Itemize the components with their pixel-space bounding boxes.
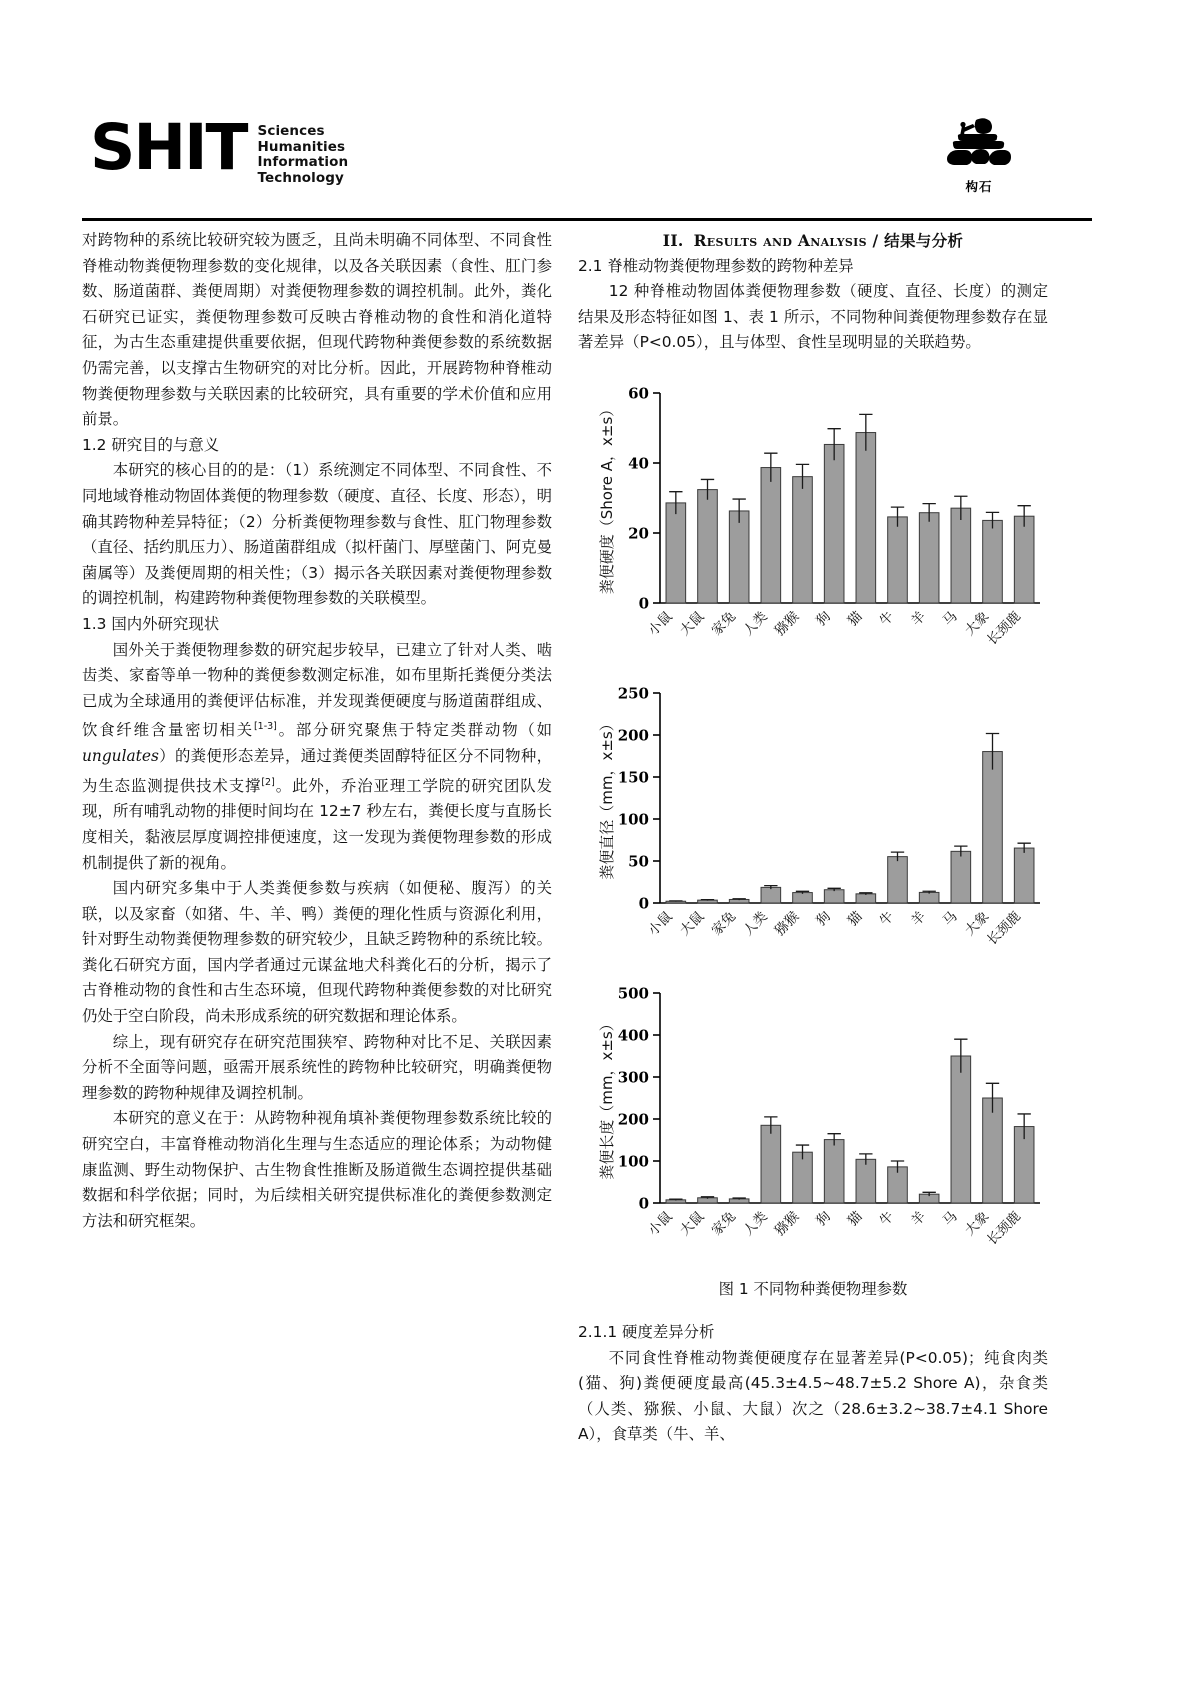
x-tick-label: 人类 [740, 608, 771, 639]
bar [1014, 516, 1034, 603]
figure-1 [578, 375, 1048, 1303]
paragraph-1-3-a-mid: 。部分研究聚焦于特定类群动物（如 [276, 721, 552, 740]
bar [951, 851, 971, 903]
heading-2-1: 2.1 脊椎动物粪便物理参数的跨物种差异 [578, 256, 854, 275]
bar [919, 513, 939, 603]
bar [793, 893, 813, 903]
bar [983, 520, 1003, 603]
x-tick-label: 大鼠 [676, 908, 708, 939]
stone-stack-icon [942, 114, 1016, 176]
x-tick-label: 猫 [844, 1208, 866, 1230]
figure-caption: 图 1 不同物种粪便物理参数 [718, 1280, 908, 1298]
y-tick-label: 300 [617, 1068, 649, 1087]
section-numeral: II. [662, 231, 684, 250]
chart-diameter-svg [578, 675, 1048, 975]
y-axis-label: 粪便硬度（Shore A，x±s） [598, 401, 616, 595]
paragraph-1-3-d: 本研究的意义在于：从跨物种视角填补粪便物理参数系统比较的研究空白，丰富脊椎动物消化生理与生态适应的理论体系；为动物健康监测、野生动物保护、古生物食性推断及肠道微生态调控提供基础数据和科学依据；同时，为后续相关研究提供标准化的粪便参数测定方法和研究框架。 [82, 1109, 552, 1230]
y-tick-label: 400 [617, 1026, 649, 1045]
x-tick-label: 家兔 [708, 608, 740, 639]
paragraph-1-2: 本研究的核心目的的是：（1）系统测定不同体型、不同食性、不同地域脊椎动物固体粪便的物理参数（硬度、直径、长度、形态），明确其跨物种差异特征；（2）分析粪便物理参数与食性、肛门物理参数（直径、括约肌压力）、肠道菌群组成（拟杆菌门、厚壁菌门、阿克曼菌属等）及粪便周期的相关性；（3）揭示各关联因素对粪便物理参数的调控机制，构建跨物种粪便物理参数的关联模型。 [82, 461, 552, 608]
error-bar [669, 901, 682, 902]
y-tick-label: 200 [617, 726, 649, 745]
bar [761, 468, 781, 603]
bar [888, 857, 908, 903]
masthead [82, 112, 1092, 204]
bar [983, 752, 1003, 903]
heading-1-2: 1.2 研究目的与意义 [82, 435, 220, 454]
y-axis-label: 粪便直径（mm，x±s） [598, 716, 616, 880]
chart-hardness [578, 375, 1048, 675]
y-tick-label: 0 [638, 1194, 649, 1213]
paragraph-1-3-a-pre: 国外关于粪便物理参数的研究起步较早，已建立了针对人类、啮齿类、家畜等单一物种的粪便参数测定标准，如布里斯托粪便分类法已成为全球通用的粪便评估标准，并发现粪便硬度与肠道菌群组成、饮食纤维含量密切相关 [82, 640, 552, 740]
publisher-logo [934, 114, 1024, 195]
bar [919, 892, 939, 903]
x-tick-label: 马 [939, 908, 961, 930]
y-tick-label: 0 [638, 594, 649, 613]
right-text-column [578, 228, 1048, 356]
paragraph-intro: 对跨物种的系统比较研究较为匮乏，且尚未明确不同体型、不同食性脊椎动物粪便物理参数的变化规律，以及各关联因素（食性、肛门参数、肠道菌群、粪便周期）对粪便物理参数的调控机制。此外，粪化石研究已证实，粪便物理参数可反映古脊椎动物的食性和消化道特征，为古生态重建提供重要依据，但现代跨物种粪便参数的系统数据仍需完善，以支撑古生物研究的对比分析。因此，开展跨物种脊椎动物粪便物理参数与关联因素的比较研究，具有重要的学术价值和应用前景。 [82, 231, 552, 429]
journal-logo [90, 112, 348, 186]
x-tick-label: 狗 [813, 1208, 835, 1230]
x-tick-label: 马 [939, 608, 961, 630]
y-tick-label: 250 [617, 684, 649, 703]
x-tick-label: 狗 [813, 908, 835, 930]
bar [698, 490, 718, 603]
x-tick-label: 长颈鹿 [984, 908, 1025, 949]
bar [666, 503, 686, 603]
x-tick-label: 家兔 [708, 1208, 740, 1239]
bar [856, 1159, 876, 1203]
bar [793, 1152, 813, 1203]
bar [951, 1056, 971, 1203]
x-tick-label: 猕猴 [771, 608, 803, 639]
x-tick-label: 人类 [740, 1208, 771, 1239]
citation-ref-2: [2] [261, 776, 275, 788]
x-tick-label: 狗 [813, 608, 835, 630]
publisher-logo-label: 构石 [965, 179, 993, 194]
bar [824, 444, 844, 603]
citation-ref-1: [1-3] [253, 721, 277, 733]
chart-length [578, 975, 1048, 1275]
bar [951, 508, 971, 603]
y-axis-label: 粪便长度（mm，x±s） [598, 1016, 616, 1180]
logo-sub-line-1: Humanities [257, 138, 346, 155]
x-tick-label: 猫 [844, 608, 866, 630]
y-tick-label: 100 [617, 1152, 649, 1171]
bar [856, 433, 876, 603]
x-tick-label: 猕猴 [771, 1208, 803, 1239]
x-tick-label: 小鼠 [645, 1208, 676, 1239]
paragraph-1-3-b: 国内研究多集中于人类粪便参数与疾病（如便秘、腹泻）的关联，以及家畜（如猪、牛、羊、鸭）粪便的理化性质与资源化利用，针对野生动物粪便物理参数的研究较少，且缺乏跨物种的系统比较。粪化石研究方面，国内学者通过元谋盆地犬科粪化石的分析，揭示了古脊椎动物的食性和古生态环境，但现代跨物种粪便参数的对比研究仍处于空白阶段，尚未形成系统的研究数据和理论体系。 [82, 879, 552, 1026]
y-tick-label: 20 [628, 524, 649, 543]
y-tick-label: 150 [617, 768, 649, 787]
section-heading-results [578, 228, 1048, 254]
x-tick-label: 人类 [740, 908, 771, 939]
paragraph-1-3-a-mid2: ）的粪便形态差异，通过粪便类固醇特征区分不同物种，为生态监测提供技术支撑 [82, 747, 552, 795]
bar [1014, 848, 1034, 903]
y-tick-label: 200 [617, 1110, 649, 1129]
bar [983, 1098, 1003, 1203]
y-tick-label: 60 [628, 384, 649, 403]
bar [729, 511, 749, 603]
x-tick-label: 家兔 [708, 908, 740, 939]
logo-sub-line-0: Sciences [257, 123, 325, 139]
paragraph-1-3-c: 综上，现有研究存在研究范围狭窄、跨物种对比不足、关联因素分析不全面等问题，亟需开展系统性的跨物种比较研究，明确粪便物理参数的跨物种规律及调控机制。 [82, 1032, 552, 1102]
x-tick-label: 大象 [961, 908, 993, 939]
bar [824, 890, 844, 903]
right-text-column-tail [578, 1320, 1048, 1448]
x-tick-label: 猕猴 [771, 908, 803, 939]
chart-hardness-svg [578, 375, 1048, 675]
bar [888, 517, 908, 603]
x-tick-label: 大鼠 [676, 608, 708, 639]
x-tick-label: 羊 [908, 908, 930, 930]
x-tick-label: 牛 [876, 1208, 898, 1230]
left-text-column [82, 228, 552, 1234]
bar [761, 1125, 781, 1203]
logo-subtitle [258, 124, 349, 186]
y-tick-label: 100 [617, 810, 649, 829]
heading-1-3: 1.3 国内外研究现状 [82, 614, 220, 633]
x-tick-label: 羊 [908, 608, 930, 630]
bar [856, 894, 876, 903]
chart-diameter [578, 675, 1048, 975]
y-tick-label: 0 [638, 894, 649, 913]
paragraph-2-1-1: 不同食性脊椎动物粪便硬度存在显著差异(P<0.05)；纯食肉类(猫、狗)粪便硬度最高(45.3±4.5~48.7±5.2 Shore A)，杂食类（人类、猕猴、小鼠、大鼠）次之（28.6±3.2~38.7±4.1 Shore A），食草类（牛、羊、 [578, 1348, 1048, 1444]
logo-sub-line-3: Technology [257, 169, 344, 186]
heading-2-1-1: 2.1.1 硬度差异分析 [578, 1323, 715, 1341]
x-tick-label: 大象 [961, 608, 993, 639]
y-tick-label: 50 [628, 852, 649, 871]
paragraph-2-1: 12 种脊椎动物固体粪便物理参数（硬度、直径、长度）的测定结果及形态特征如图 1、表 1 所示，不同物种间粪便物理参数存在显著差异（P<0.05），且与体型、食性呈现明显的关联趋势。 [578, 282, 1048, 352]
x-tick-label: 小鼠 [645, 908, 676, 939]
section-title: Results and Analysis / 结果与分析 [693, 231, 964, 250]
bar [824, 1140, 844, 1203]
italic-term-ungulates: ungulates [82, 747, 159, 765]
paragraph-1-3-a-post: 。此外，乔治亚理工学院的研究团队发现，所有哺乳动物的排便时间均在 12±7 秒左右，粪便长度与直肠长度相关，黏液层厚度调控排便速度，这一发现为粪便物理参数的形成机制提供了新的视角。 [82, 776, 552, 872]
paragraph-1-3-a [82, 638, 552, 877]
x-tick-label: 猫 [844, 908, 866, 930]
x-tick-label: 羊 [908, 1208, 930, 1230]
bar [793, 477, 813, 603]
x-tick-label: 小鼠 [645, 608, 676, 639]
x-tick-label: 牛 [876, 608, 898, 630]
logo-wordmark: SHIT [90, 111, 247, 184]
bar [761, 887, 781, 903]
y-tick-label: 500 [617, 984, 649, 1003]
x-tick-label: 牛 [876, 908, 898, 930]
x-tick-label: 马 [939, 1208, 961, 1230]
chart-length-svg [578, 975, 1048, 1275]
x-tick-label: 长颈鹿 [984, 608, 1025, 649]
header-rule [82, 218, 1092, 221]
logo-sub-line-2: Information [257, 154, 349, 170]
y-tick-label: 40 [628, 454, 649, 473]
x-tick-label: 长颈鹿 [984, 1208, 1025, 1249]
x-tick-label: 大象 [961, 1208, 993, 1239]
x-tick-label: 大鼠 [676, 1208, 708, 1239]
